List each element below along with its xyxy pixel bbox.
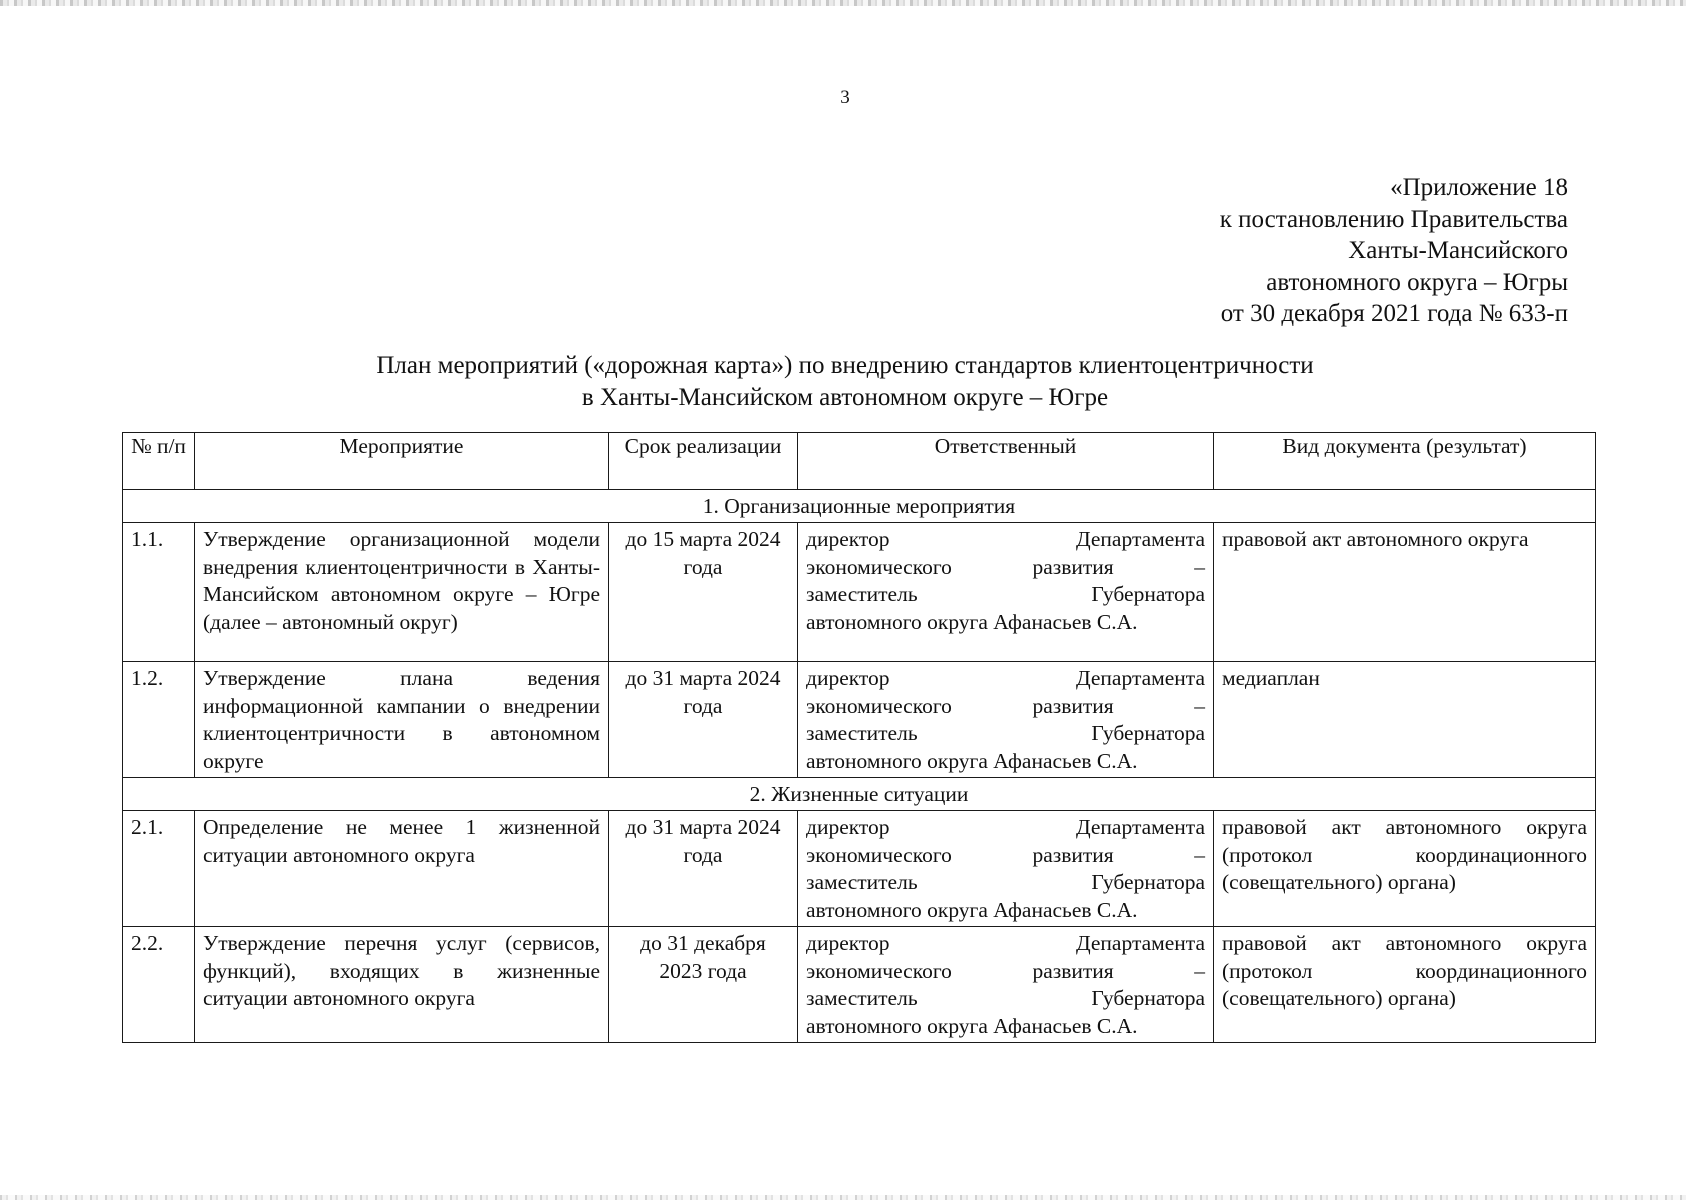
responsible-line: автономного округа Афанасьев С.А.: [806, 748, 1138, 773]
appendix-line: от 30 декабря 2021 года № 633-п: [1220, 300, 1568, 327]
table-row: [123, 811, 1596, 927]
row-responsible: [798, 523, 1214, 662]
row-term: до 31 декабря 2023 года: [609, 927, 798, 1043]
row-event: Определение не менее 1 жизненной ситуации автономного округа: [195, 811, 609, 927]
section-title: 2. Жизненные ситуации: [123, 778, 1596, 811]
responsible-line: автономного округа Афанасьев С.А.: [806, 609, 1138, 634]
responsible-line: заместитель Губернатора: [806, 582, 1205, 606]
title-line-2: в Ханты-Мансийском автономном округе – Югре: [581, 384, 1109, 411]
responsible-line: автономного округа Афанасьев С.А.: [806, 897, 1138, 922]
header-event: Мероприятие: [195, 433, 609, 490]
row-responsible: [798, 927, 1214, 1043]
appendix-line: к постановлению Правительства: [1219, 205, 1568, 233]
row-term: до 31 марта 2024 года: [609, 811, 798, 927]
responsible-line: директор Департамента: [806, 527, 1205, 551]
section-row: [123, 490, 1596, 523]
responsible-line: директор Департамента: [806, 666, 1205, 690]
appendix-line: автономного округа – Югры: [1266, 268, 1568, 296]
responsible-line: экономического развития –: [806, 554, 1205, 579]
appendix-line: Ханты-Мансийского: [1348, 237, 1568, 264]
table-row: [123, 523, 1596, 662]
title-line-1: План мероприятий («дорожная карта») по внедрению стандартов клиентоцентричности: [376, 352, 1314, 379]
row-num: 1.1.: [123, 523, 195, 662]
table-row: [123, 927, 1596, 1043]
responsible-line: автономного округа Афанасьев С.А.: [806, 1013, 1138, 1038]
table-header-row: [123, 433, 1596, 490]
header-num: № п/п: [123, 433, 195, 490]
responsible-line: заместитель Губернатора: [806, 721, 1205, 745]
responsible-line: экономического развития –: [806, 842, 1205, 867]
row-term: до 15 марта 2024 года: [609, 523, 798, 662]
responsible-line: директор Департамента: [806, 815, 1205, 839]
row-num: 2.2.: [123, 927, 195, 1043]
responsible-line: экономического развития –: [806, 693, 1205, 718]
row-term: до 31 марта 2024 года: [609, 662, 798, 778]
section-title: 1. Организационные мероприятия: [123, 490, 1596, 523]
row-event: Утверждение плана ведения информационной кампании о внедрении клиентоцентричности в автономном округе: [195, 662, 609, 778]
responsible-line: экономического развития –: [806, 958, 1205, 983]
row-result: правовой акт автономного округа: [1214, 523, 1596, 662]
row-result: медиаплан: [1214, 662, 1596, 778]
roadmap-table: [122, 432, 1596, 1043]
appendix-header: [1220, 172, 1568, 330]
row-event: Утверждение организационной модели внедрения клиентоцентричности в Ханты-Мансийском автономном округе – Югре (далее – автономный округ): [195, 523, 609, 662]
row-responsible: [798, 811, 1214, 927]
header-term: Срок реализации: [609, 433, 798, 490]
appendix-line: «Приложение 18: [1390, 174, 1568, 201]
section-row: [123, 778, 1596, 811]
scan-edge-top: [0, 0, 1686, 6]
row-num: 1.2.: [123, 662, 195, 778]
responsible-line: директор Департамента: [806, 931, 1205, 955]
header-result: Вид документа (результат): [1214, 433, 1596, 490]
row-result: правовой акт автономного округа (протокол координационного (совещательного) органа): [1214, 927, 1596, 1043]
page-number: 3: [840, 87, 850, 108]
row-num: 2.1.: [123, 811, 195, 927]
document-title: [130, 350, 1560, 414]
scan-edge-bottom: [0, 1195, 1686, 1200]
row-event: Утверждение перечня услуг (сервисов, функций), входящих в жизненные ситуации автономного округа: [195, 927, 609, 1043]
row-responsible: [798, 662, 1214, 778]
responsible-line: заместитель Губернатора: [806, 986, 1205, 1010]
row-result: правовой акт автономного округа (протокол координационного (совещательного) органа): [1214, 811, 1596, 927]
table-row: [123, 662, 1596, 778]
header-responsible: Ответственный: [798, 433, 1214, 490]
responsible-line: заместитель Губернатора: [806, 870, 1205, 894]
